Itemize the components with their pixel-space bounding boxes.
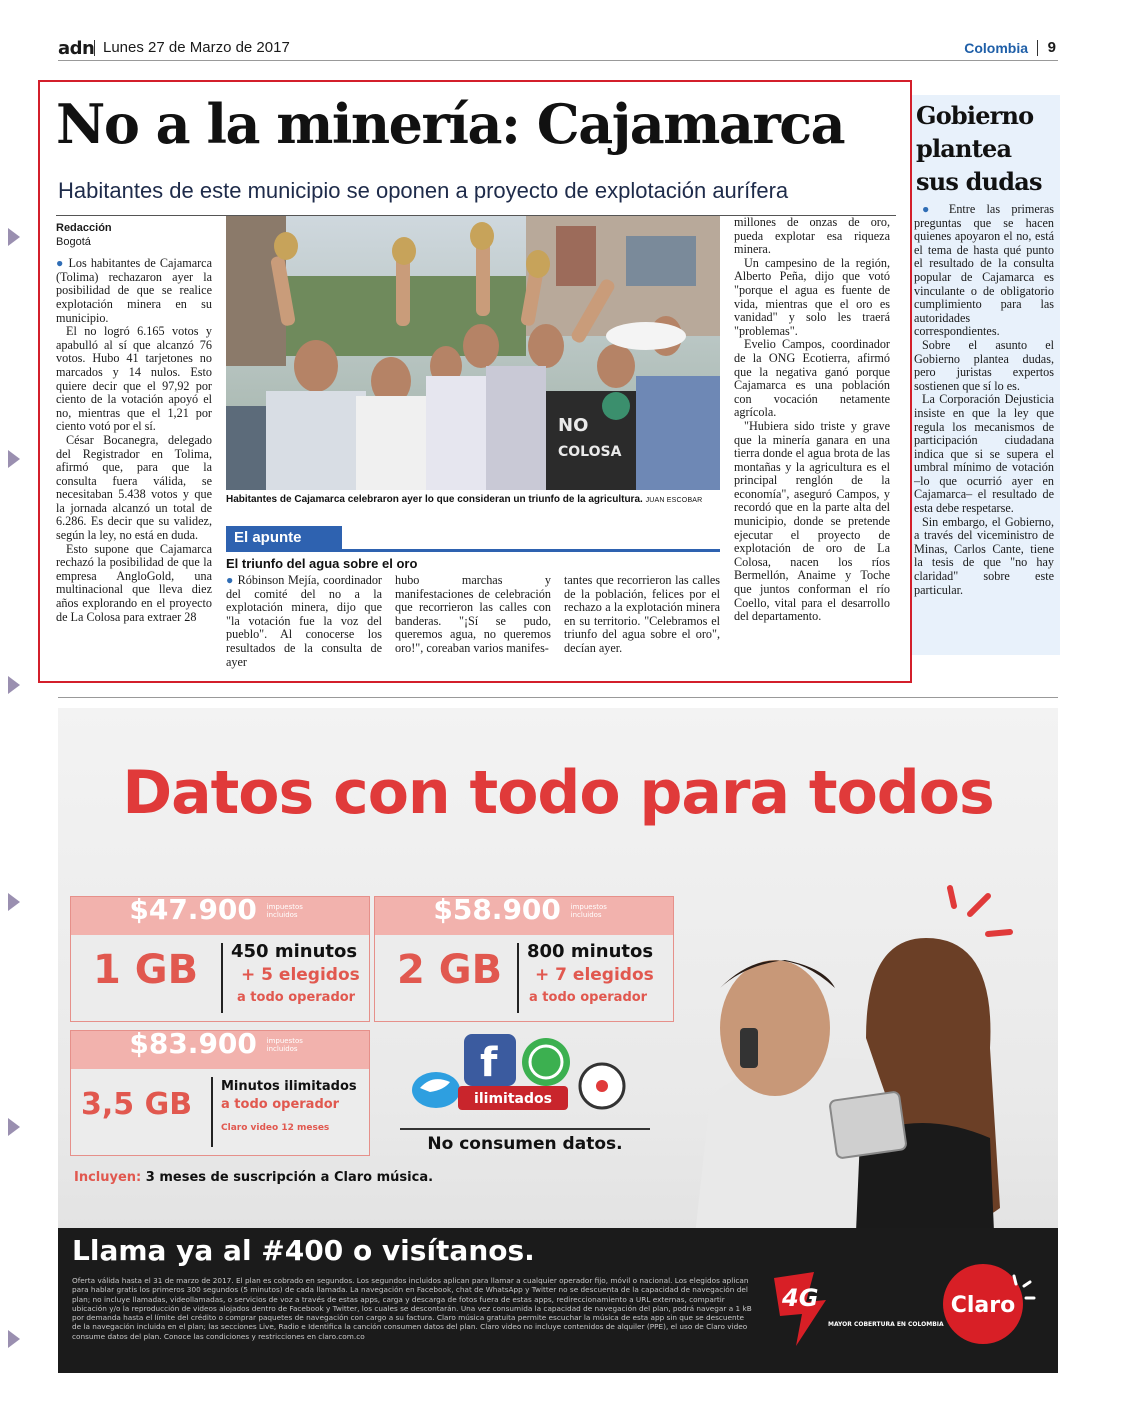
plan-gb: 3,5 GB (81, 1087, 193, 1122)
crowd-photo-illustration (226, 216, 720, 490)
tablet-icon (829, 1091, 906, 1158)
no-data-note: No consumen datos. (400, 1128, 650, 1154)
tax-note: impuestos incluidos (266, 1037, 303, 1053)
twitter-icon (412, 1072, 460, 1108)
apunte-tag: El apunte (226, 526, 342, 550)
phone-icon (740, 1028, 758, 1068)
article-column-1: Redacción Bogotá ● Los habitantes de Cajamarca (Tolima) rechazaron ayer la posibilidad de que se realice explotación minera en su municipio. El no logró 6.165 votos y apabulló al sí que alcanzó 76 votos. Hubo 41 tarjetones no marcados y 14 nulos. Esto quiere decir que el 97,92 por ciento de la votación apoyó el no, mientras que el 1,21 por ciento votó por el sí. César Bocanegra, delegado del Registrador en Tolima, afirmó que, para que la consulta fuera válida, se necesitaban 5.438 votos y que la jornada alcanzó un total de 6.286. Es decir que su validez, según la ley, no está en duda. Esto supone que Cajamarca rechazó la posibilidad de que la empresa AngloGold, una multinacional que lleva diez años explorando en el proyecto de La Colosa para extraer 28 (56, 222, 212, 624)
plan-price-value: $58.900 (433, 893, 561, 926)
social-icons (406, 1028, 646, 1118)
plan-gb: 2 GB (397, 947, 503, 993)
claro-logo-icon (928, 1256, 1038, 1346)
header-separator (1037, 40, 1038, 56)
article-subheadline: Habitantes de este municipio se oponen a proyecto de explotación aurífera (58, 178, 789, 203)
plan-card (70, 1027, 370, 1156)
margin-arrow-icon (8, 228, 20, 246)
apunte-column-3 (564, 574, 720, 656)
apunte-rule (226, 549, 720, 552)
plan-price (71, 893, 369, 926)
section-name: Colombia (964, 40, 1028, 56)
fine-print: Oferta válida hasta el 31 de marzo de 2017. El plan es cobrado en segundos. Los segundos incluidos aplican para llamar a cualquier operador fijo, móvil o nacional. Los elegidos aplican para hablar gratis los primeros 300 segundos (5 minutos) de cada llamada. La navegación en Facebook, chat de WhatsApp y Twitter no se descuenta de la capacidad de navegación del plan; no incluye llamadas, videollamadas, o servicios de voz a través de estas apps, carga y descarga de fotos fuera de estas apps, redireccionamiento a URL externas, compartir ubicación y/o la reproducción de videos alojados dentro de Facebook y Twitter, los cuales se descontarán. Una vez consumida la capacidad de navegación del plan, podrá navegar a 1 kB por demanda hasta el límite del crédito o comprar paquetes de navegación con cargo a su factura. Claro música gratuita permite escuchar la música de esta app sin que se descuente de la navegación incluida en el plan; las secciones Live, Radio e Identifica la canción consumen datos del plan. Claro video no incluye contenidos de alquiler (PPE), el uso de Claro video consume datos del plan. Conoce las condiciones y restricciones en claro.com.co (72, 1276, 752, 1341)
4g-badge (768, 1268, 944, 1352)
plan-minutes: Minutos ilimitados (221, 1079, 357, 1094)
article-paragraph: Los habitantes de Cajamarca (Tolima) rechazaron ayer la posibilidad de que se realice explotación minera en su municipio. (56, 256, 212, 325)
svg-text:ilimitados: ilimitados (474, 1091, 552, 1107)
margin-arrow-icon (8, 1330, 20, 1348)
svg-text:Claro: Claro (950, 1293, 1016, 1318)
svg-text:NO: NO (558, 415, 589, 436)
apunte-paragraph: tantes que recorrieron las calles de la población, felices por el rechazo a la explotación minera en su territorio. "Celebramos el triunfo del agua sobre el oro", decían ayer. (564, 573, 720, 655)
page-number: 9 (1047, 39, 1056, 56)
whatsapp-icon (522, 1038, 570, 1086)
apunte-paragraph: Róbinson Mejía, coordinador del comité del no a la explotación minera, dijo que "la votación fue la voz del pueblo". Al conocerse los resultados de la consulta de ayer (226, 573, 382, 669)
tax-note: impuestos incluidos (266, 903, 303, 919)
sidebar-title-line: Gobierno (916, 101, 1034, 130)
plan-divider (211, 1077, 213, 1147)
plan-price-value: $83.900 (129, 1027, 257, 1060)
article-paragraph: Un campesino de la región, Alberto Peña, dijo que votó "porque el agua es fuente de vida, mientras que el oro es vanidad" y solo les traerá "problemas". (734, 255, 890, 338)
apunte-column-1: ● Róbinson Mejía, coordinador del comité del no a la explotación minera, dijo que "la votación fue la voz del pueblo". Al conocerse los resultados de la consulta de ayer (226, 573, 382, 669)
header-separator (94, 40, 95, 56)
includes-note (74, 1170, 433, 1185)
page-header (58, 38, 1058, 61)
sidebar-body: ● Entre las primeras preguntas que se hacen quienes apoyaron el no, está el tema de hasta qué punto el resultado de la consulta popular de Cajamarca es vinculante o de obligatorio cumplimiento para las autoridades correspondientes. Sobre el asunto el Gobierno plantea dudas, pero juristas expertos sostienen que sí lo es. La Corporación Dejusticia insiste en que la ley que regula los mecanismos de participación ciudadana indica que si se supera el umbral mínimo de votación –lo que ocurrió ayer en Cajamarca– el resultado de esta debe respetarse. Sin embargo, el Gobierno, a través del viceministro de Minas, Carlos Cante, tiene la tesis de que "no hay claridad" sobre este particular. (914, 202, 1054, 597)
ad-title: Datos con todo para todos (122, 758, 994, 828)
plan-card (374, 893, 674, 1022)
byline-city: Bogotá (56, 235, 91, 248)
svg-text:MAYOR COBERTURA EN COLOMBIA: MAYOR COBERTURA EN COLOMBIA (828, 1321, 944, 1328)
margin-arrow-icon (8, 450, 20, 468)
caption-text: Habitantes de Cajamarca celebraron ayer lo que consideran un triunfo de la agricultura. (226, 494, 643, 505)
includes-text: 3 meses de suscripción a Claro música. (145, 1170, 434, 1185)
plan-price (71, 1027, 369, 1060)
claro-logo (928, 1256, 1038, 1346)
sidebar-article (912, 95, 1060, 655)
call-to-action: Llama ya al #400 o visítanos. (72, 1234, 535, 1267)
tax-note: impuestos incluidos (570, 903, 607, 919)
article-paragraph: "Hubiera sido triste y grave que la minería ganara en una tierra donde el agua brota de las montañas y la agricultura es el principal renglón de la economía", aseguró Campos, y recordó que en la parte alta del municipio, donde se pretende ejecutar el proyecto de explotación de oro de La Colosa, nacen los ríos Bermellón, Anaime y Toche que juntos conforman el río Coello, vital para el desarrollo del departamento. (734, 418, 890, 624)
claro-music-icon (580, 1064, 624, 1108)
margin-arrow-icon (8, 1118, 20, 1136)
plan-minutes: 800 minutos (527, 941, 654, 962)
claro-advertisement (58, 708, 1058, 1373)
plan-gb: 1 GB (93, 947, 199, 993)
facebook-icon (464, 1034, 516, 1086)
plan-minutes: 450 minutos (231, 941, 358, 962)
plan-card (70, 893, 370, 1022)
sidebar-paragraph: La Corporación Dejusticia insiste en que la ley que regula los mecanismos de participación ciudadana indica que si se supera el umbral mínimo de votación –lo que ocurrió ayer en Cajamarca– el resultado de esta debe respetarse. (914, 392, 1054, 516)
article-paragraph: El no logró 6.165 votos y apabulló al sí que alcanzó 76 votos. Hubo 41 tarjetones no marcados y 14 nulos. Esto quiere decir que el 97,92 por ciento de la votación apoyó el no, mientras que el 1,21 por ciento votó por el sí. (56, 324, 212, 434)
sidebar-title-line: sus dudas (916, 167, 1042, 196)
plan-body (375, 935, 673, 1021)
main-article (38, 80, 912, 683)
article-photo (226, 216, 720, 490)
social-icons-group (406, 1028, 646, 1118)
photo-caption (226, 494, 720, 505)
article-paragraph: Evelio Campos, coordinador de la ONG Ecotierra, afirmó que la negativa ganó porque Cajamarca es una población con vocación netamente agrícola. (734, 337, 890, 420)
margin-arrow-icon (8, 676, 20, 694)
plan-extra: a todo operador (529, 990, 648, 1005)
svg-text:f: f (480, 1040, 498, 1086)
article-paragraph: Esto supone que Cajamarca rechazó la posibilidad de que la empresa AngloGold, una multinacional que lleva diez años explorando en el proyecto de La Colosa para extraer 28 (56, 541, 212, 624)
apunte-paragraph: hubo marchas y manifestaciones de celebración que recorrieron las calles con banderas. "¡Sí se pudo, queremos agua, no queremos oro!", coreaban varios manifes- (395, 573, 551, 655)
4g-logo-icon (768, 1268, 944, 1348)
includes-label: Incluyen: (74, 1170, 142, 1185)
apunte-title: El triunfo del agua sobre el oro (226, 556, 418, 571)
sidebar-title (916, 99, 1042, 198)
article-paragraph: millones de onzas de oro, pueda explotar esa riqueza minera. (734, 215, 890, 257)
sidebar-paragraph: Sin embargo, el Gobierno, a través del viceministro de Minas, Carlos Cante, tiene la tesis de que "no hay claridad" sobre este particular. (914, 514, 1054, 597)
article-column-4 (734, 216, 890, 624)
sidebar-paragraph: Sobre el asunto el Gobierno plantea dudas, pero juristas expertos sostienen que sí lo es. (914, 337, 1054, 393)
byline-author: Redacción (56, 222, 112, 234)
plan-extra: + 5 elegidos (241, 965, 360, 985)
newspaper-logo: adn (58, 38, 95, 59)
plan-extra: Claro video 12 meses (221, 1123, 330, 1133)
plan-body (71, 1069, 369, 1155)
svg-text:COLOSA: COLOSA (558, 444, 622, 460)
plan-divider (221, 943, 223, 1013)
sidebar-title-line: plantea (916, 134, 1012, 163)
svg-text:4G: 4G (782, 1284, 819, 1312)
plan-divider (517, 943, 519, 1013)
plan-extra: a todo operador (237, 990, 356, 1005)
sidebar-paragraph: Entre las primeras preguntas que se hacen quienes apoyaron el no, está el tema de hasta qué punto el resultado de la consulta popular de Cajamarca es vinculante o de obligatorio cumplimiento para las autoridades correspondientes. (914, 202, 1054, 339)
photo-credit: JUAN ESCOBAR (645, 497, 703, 504)
plan-price-value: $47.900 (129, 893, 257, 926)
plan-body (71, 935, 369, 1021)
article-headline: No a la minería: Cajamarca (56, 92, 845, 156)
apunte-column-2 (395, 574, 551, 656)
plan-extra: + 7 elegidos (535, 965, 654, 985)
section-divider (58, 697, 1058, 698)
plan-extra: a todo operador (221, 1097, 340, 1112)
margin-arrow-icon (8, 893, 20, 911)
issue-date: Lunes 27 de Marzo de 2017 (103, 39, 290, 56)
spark-icon (950, 888, 1010, 934)
article-paragraph: César Bocanegra, delegado del Registrador en Tolima, afirmó que, para que la consulta fuera válida, se necesitaban 5.438 votos y que la jornada alcanzó un total de 6.286. Es decir que su validez, según la ley, no está en duda. (56, 432, 212, 543)
plan-price (375, 893, 673, 926)
